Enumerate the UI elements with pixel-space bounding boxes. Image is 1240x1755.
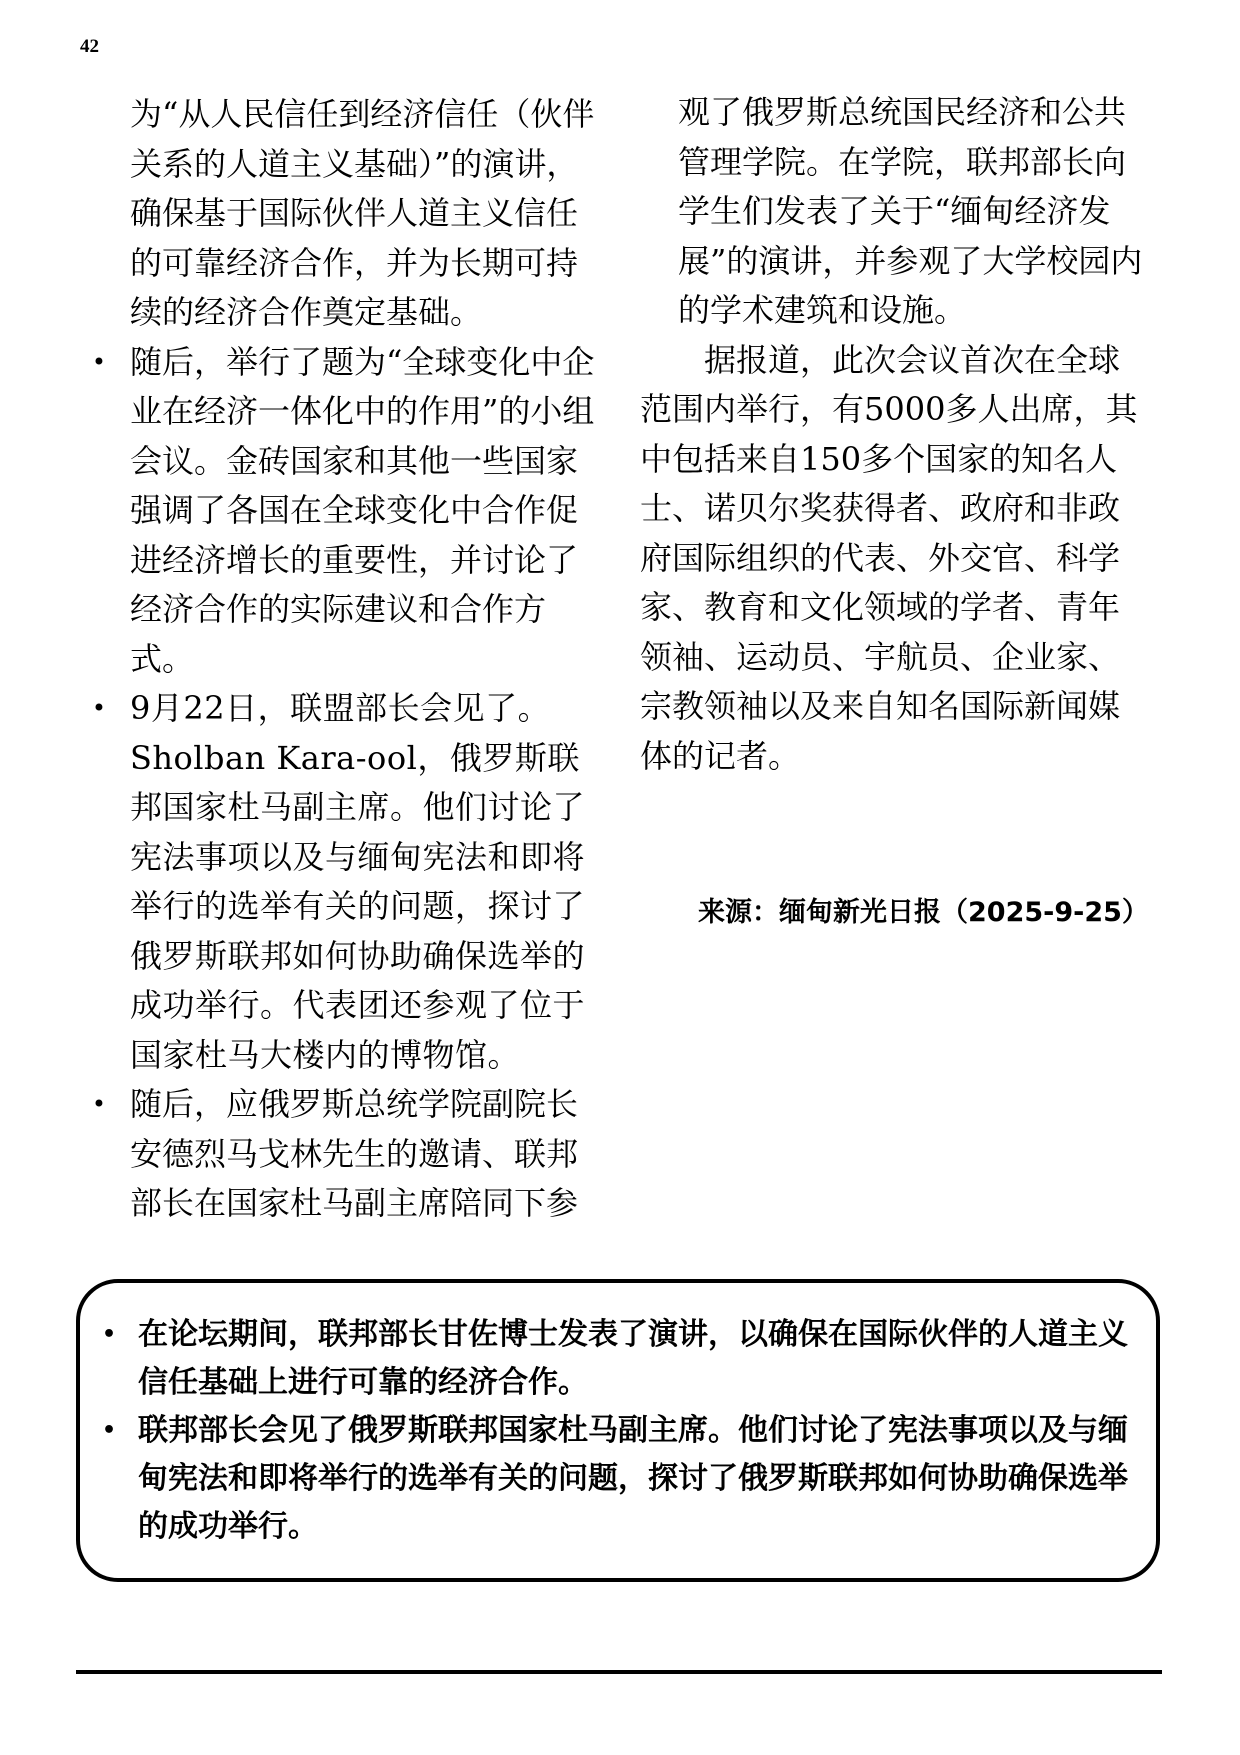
left-column xyxy=(84,90,604,1229)
source-citation: 来源：缅甸新光日报（2025-9-25） xyxy=(698,897,1149,928)
bullet-text: 9月22日，联盟部长会见了。Sholban Kara-ool，俄罗斯联邦国家杜马副主席。他们讨论了宪法事项以及与缅甸宪法和即将举行的选举有关的问题，探讨了俄罗斯联邦如何协助确保选举的成功举行。代表团还参观了位于国家杜马大楼内的博物馆。 xyxy=(130,689,586,1074)
summary-text: 在论坛期间，联邦部长甘佐博士发表了演讲，以确保在国际伙伴的人道主义信任基础上进行可靠的经济合作。 xyxy=(138,1317,1128,1400)
summary-box xyxy=(76,1279,1160,1582)
page-number: 42 xyxy=(80,36,99,57)
bullet-icon: • xyxy=(91,347,107,376)
bullet-item xyxy=(84,338,604,685)
summary-item xyxy=(100,1311,1140,1407)
bullet-item xyxy=(84,684,604,1080)
right-column xyxy=(640,88,1150,781)
bullet-icon: • xyxy=(101,1418,117,1443)
summary-item xyxy=(100,1407,1140,1551)
report-paragraph: 据报道，此次会议首次在全球范围内举行，有5000多人出席，其中包括来自150多个国家的知名人士、诺贝尔奖获得者、政府和非政府国际组织的代表、外交官、科学家、教育和文化领域的学者、青年领袖、运动员、宇航员、企业家、宗教领袖以及来自知名国际新闻媒体的记者。 xyxy=(640,340,1138,775)
bullet-icon: • xyxy=(101,1322,117,1347)
bottom-rule xyxy=(76,1670,1162,1674)
summary-list xyxy=(100,1311,1140,1551)
summary-text: 联邦部长会见了俄罗斯联邦国家杜马副主席。他们讨论了宪法事项以及与缅甸宪法和即将举行的选举有关的问题，探讨了俄罗斯联邦如何协助确保选举的成功举行。 xyxy=(138,1413,1128,1544)
bullet-text: 随后，应俄罗斯总统学院副院长安德烈马戈林先生的邀请、联邦部长在国家杜马副主席陪同下参 xyxy=(130,1085,579,1222)
continuation-paragraph: 观了俄罗斯总统国民经济和公共管理学院。在学院，联邦部长向学生们发表了关于“缅甸经济发展”的演讲，并参观了大学校园内的学术建筑和设施。 xyxy=(678,93,1143,329)
intro-paragraph: 为“从人民信任到经济信任（伙伴关系的人道主义基础）”的演讲，确保基于国际伙伴人道主义信任的可靠经济合作，并为长期可持续的经济合作奠定基础。 xyxy=(130,95,595,331)
bullet-icon: • xyxy=(91,1090,107,1118)
bullet-text: 随后，举行了题为“全球变化中企业在经济一体化中的作用”的小组会议。金砖国家和其他一些国家强调了各国在全球变化中合作促进经济增长的重要性，并讨论了经济合作的实际建议和合作方式。 xyxy=(130,342,595,678)
bullet-item xyxy=(84,1080,604,1229)
bullet-icon: • xyxy=(91,694,107,722)
